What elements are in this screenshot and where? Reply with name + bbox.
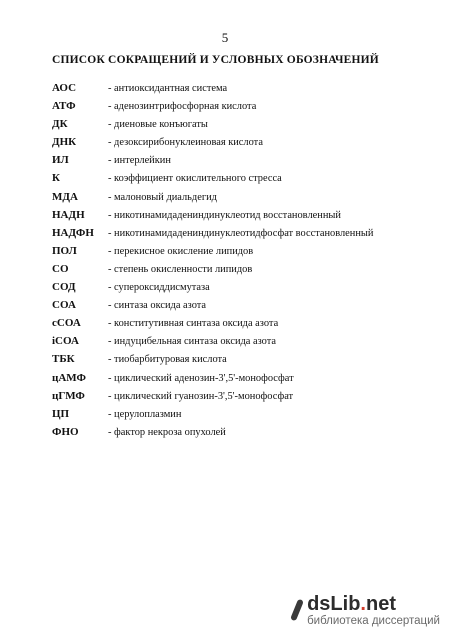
abbreviation-definition: - антиоксидантная система (108, 83, 228, 94)
abbreviation-definition: - конститутивная синтаза оксида азота (108, 318, 279, 330)
abbreviation-row (52, 372, 412, 390)
abbreviation-row (52, 172, 412, 190)
abbreviation-definition: - степень окисленности липидов (108, 263, 253, 275)
abbreviation-row (52, 245, 412, 263)
abbreviation-term: ТБК (52, 353, 75, 366)
abbreviation-row (52, 263, 412, 281)
abbreviation-definition: - диеновые конъюгаты (108, 119, 208, 131)
abbreviation-definition: - индуцибельная синтаза оксида азота (108, 336, 276, 348)
abbreviation-definition: - коэффициент окислительного стресса (108, 173, 282, 185)
abbreviation-definition: - церулоплазмин (108, 408, 182, 420)
abbreviation-term: ИЛ (52, 154, 69, 167)
abbreviation-row (52, 227, 412, 245)
abbreviation-row (52, 118, 412, 136)
abbreviation-term: К (52, 172, 60, 185)
abbreviation-term: iСОА (52, 335, 79, 348)
abbreviation-term: ЦП (52, 407, 70, 420)
abbreviation-definition: - дезоксирибонуклеиновая кислота (108, 137, 263, 149)
abbreviation-term: СОА (52, 299, 76, 312)
abbreviation-row (52, 191, 412, 209)
abbreviation-definition: - циклический гуанозин-3',5'-монофосфат (108, 390, 294, 402)
abbreviation-row (52, 390, 412, 408)
abbreviation-term: ПОЛ (52, 244, 77, 257)
abbreviation-row (52, 82, 412, 100)
abbreviation-definition: - супероксиддисмутаза (108, 282, 210, 294)
abbreviation-definition: - фактор некроза опухолей (108, 426, 226, 438)
page-title: СПИСОК СОКРАЩЕНИЙ И УСЛОВНЫХ ОБОЗНАЧЕНИЙ (52, 54, 379, 66)
abbreviation-term: СО (52, 262, 69, 275)
abbreviation-term: цАМФ (52, 371, 86, 384)
abbreviation-row (52, 335, 412, 353)
abbreviation-definition: - интерлейкин (108, 155, 171, 167)
watermark-brand: dsLib.net (307, 592, 396, 615)
abbreviation-definition: - перекисное окисление липидов (108, 245, 254, 257)
abbreviation-definition: - тиобарбитуровая кислота (108, 354, 227, 366)
abbreviation-definition: - синтаза оксида азота (108, 300, 207, 312)
abbreviation-term: СОД (52, 281, 76, 294)
abbreviation-term: АОС (52, 82, 77, 94)
abbreviation-row (52, 136, 412, 154)
abbreviation-term: ФНО (52, 425, 79, 438)
abbreviation-term: сСОА (52, 317, 81, 330)
abbreviation-term: АТФ (52, 100, 76, 113)
abbreviation-row (52, 299, 412, 317)
abbreviation-term: НАДФН (52, 226, 94, 239)
abbreviation-definition: - аденозинтрифосфорная кислота (108, 101, 257, 113)
dslib-logo-icon (289, 595, 305, 625)
abbreviation-row (52, 408, 412, 426)
abbreviation-row (52, 209, 412, 227)
abbreviation-term: ДК (52, 118, 68, 131)
watermark-subtitle: библиотека диссертаций (307, 614, 440, 627)
abbreviation-definition: - никотинамидадениндинуклеотид восстановленный (108, 209, 341, 221)
abbreviation-list (52, 82, 412, 444)
abbreviation-row (52, 426, 412, 444)
abbreviation-row (52, 353, 412, 371)
abbreviation-row (52, 317, 412, 335)
abbreviation-term: цГМФ (52, 389, 85, 402)
abbreviation-term: МДА (52, 190, 78, 203)
abbreviation-term: ДНК (52, 136, 77, 149)
page-number: 5 (221, 30, 229, 45)
abbreviation-definition: - циклический аденозин-3',5'-монофосфат (108, 372, 294, 384)
abbreviation-row (52, 281, 412, 299)
abbreviation-definition: - никотинамидадениндинуклеотидфосфат восстановленный (108, 227, 374, 239)
watermark (289, 594, 440, 627)
abbreviation-definition: - малоновый диальдегид (108, 191, 217, 203)
abbreviation-row (52, 100, 412, 118)
abbreviation-term: НАДН (52, 208, 85, 221)
abbreviation-row (52, 154, 412, 172)
